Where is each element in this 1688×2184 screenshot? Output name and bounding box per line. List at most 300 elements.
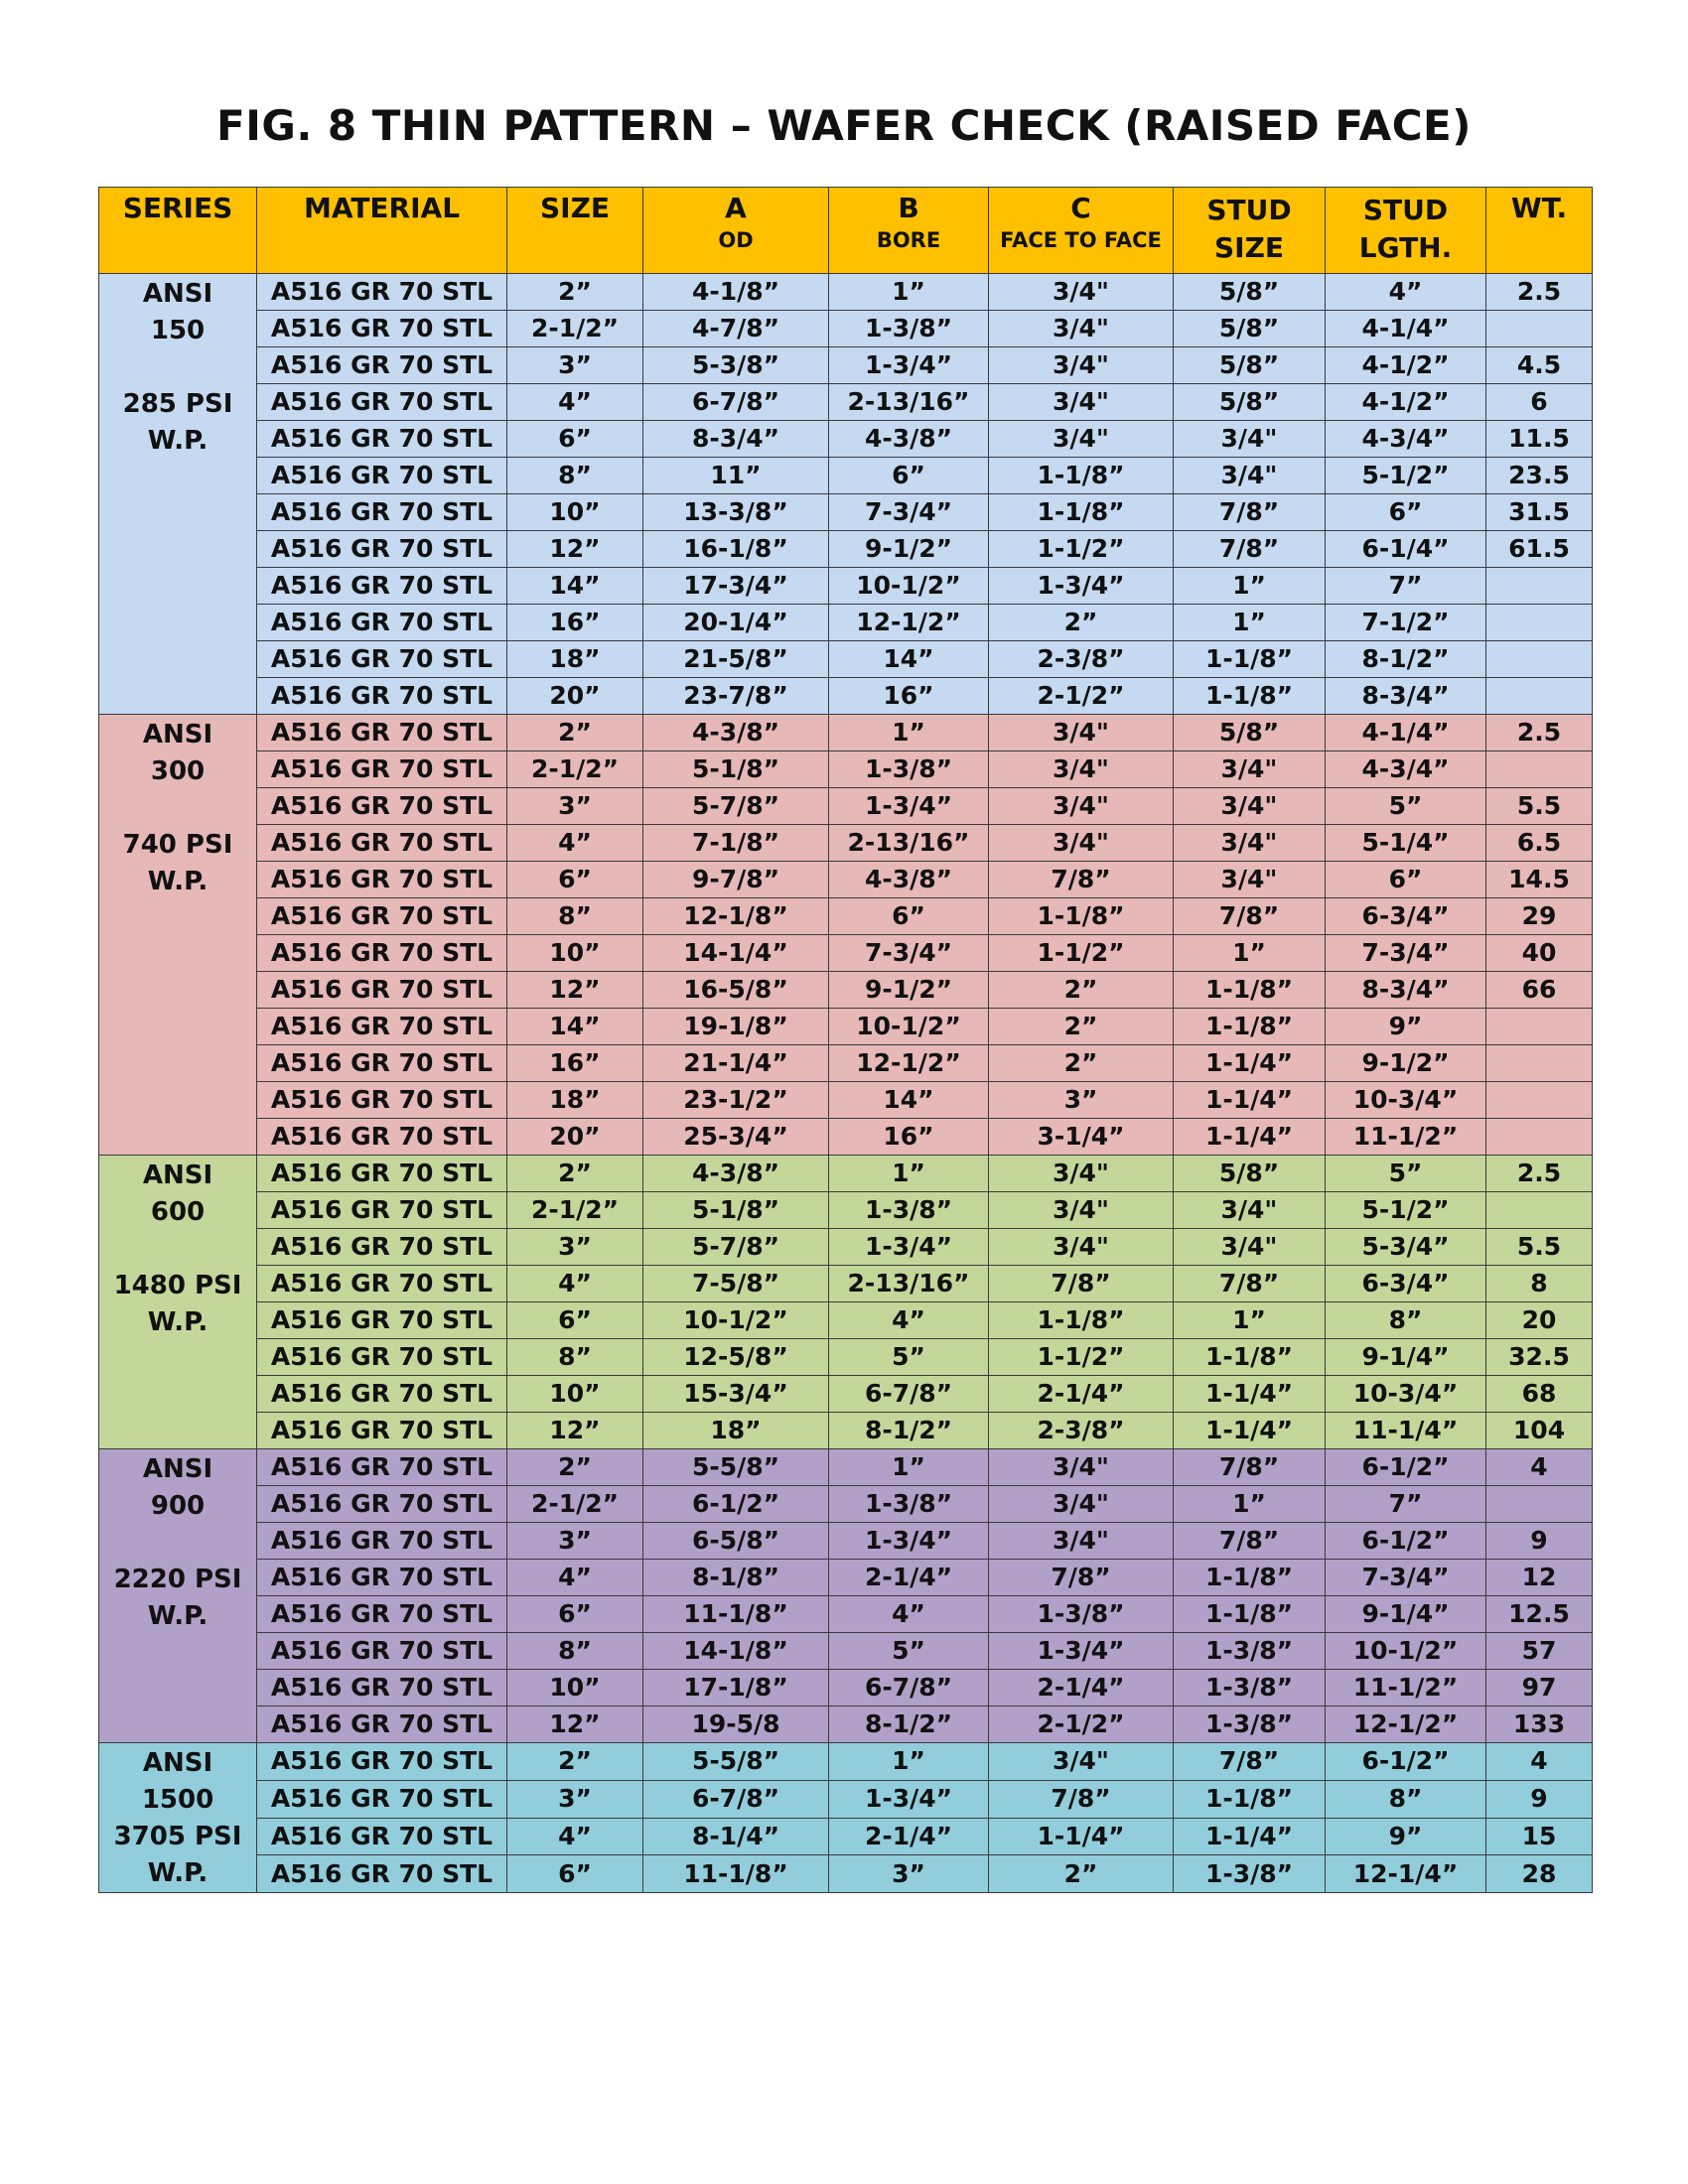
weight-cell: 31.5 (1486, 494, 1593, 531)
material-cell: A516 GR 70 STL (257, 1449, 507, 1486)
stud-size-cell: 1” (1174, 935, 1326, 972)
od-cell: 5-7/8” (643, 788, 829, 825)
header-a-od: A OD (643, 188, 829, 274)
header-series: SERIES (99, 188, 257, 274)
material-cell: A516 GR 70 STL (257, 384, 507, 421)
series-line: 150 (150, 316, 206, 345)
od-cell: 23-7/8” (643, 678, 829, 715)
weight-cell: 57 (1486, 1633, 1593, 1670)
od-cell: 15-3/4” (643, 1376, 829, 1413)
face-to-face-cell: 3/4" (989, 421, 1174, 458)
size-cell: 6” (507, 1302, 643, 1339)
face-to-face-cell: 7/8” (989, 862, 1174, 898)
face-to-face-cell: 1-3/4” (989, 568, 1174, 605)
size-cell: 6” (507, 1855, 643, 1893)
material-cell: A516 GR 70 STL (257, 1339, 507, 1376)
material-cell: A516 GR 70 STL (257, 1376, 507, 1413)
weight-cell: 15 (1486, 1818, 1593, 1855)
face-to-face-cell: 1-3/8” (989, 1596, 1174, 1633)
series-spacer (99, 1525, 256, 1562)
series-line: 1480 PSI (113, 1271, 242, 1300)
face-to-face-cell: 7/8” (989, 1266, 1174, 1302)
table-row (99, 1045, 1593, 1082)
bore-cell: 1” (829, 1156, 989, 1192)
stud-length-cell: 7-1/2” (1326, 605, 1486, 641)
od-cell: 19-1/8” (643, 1009, 829, 1045)
size-cell: 14” (507, 1009, 643, 1045)
weight-cell: 28 (1486, 1855, 1593, 1893)
od-cell: 14-1/8” (643, 1633, 829, 1670)
weight-cell: 68 (1486, 1376, 1593, 1413)
material-cell: A516 GR 70 STL (257, 1743, 507, 1781)
weight-cell: 2.5 (1486, 1156, 1593, 1192)
material-cell: A516 GR 70 STL (257, 898, 507, 935)
bore-cell: 4” (829, 1302, 989, 1339)
header-c-face-to-face: C FACE TO FACE (989, 188, 1174, 274)
series-line: W.P. (147, 1858, 209, 1888)
face-to-face-cell: 3/4" (989, 1449, 1174, 1486)
stud-length-cell: 5-1/2” (1326, 1192, 1486, 1229)
face-to-face-cell: 1-1/2” (989, 935, 1174, 972)
header-material: MATERIAL (257, 188, 507, 274)
bore-cell: 6-7/8” (829, 1670, 989, 1706)
material-cell: A516 GR 70 STL (257, 715, 507, 751)
bore-cell: 12-1/2” (829, 1045, 989, 1082)
od-cell: 18” (643, 1413, 829, 1449)
bore-cell: 8-1/2” (829, 1413, 989, 1449)
size-cell: 2” (507, 1743, 643, 1781)
size-cell: 10” (507, 494, 643, 531)
table-row (99, 1266, 1593, 1302)
material-cell: A516 GR 70 STL (257, 1855, 507, 1893)
face-to-face-cell: 2-1/2” (989, 1706, 1174, 1743)
face-to-face-cell: 3/4" (989, 1192, 1174, 1229)
table-row (99, 1486, 1593, 1523)
stud-size-cell: 3/4" (1174, 862, 1326, 898)
stud-length-cell: 6-1/4” (1326, 531, 1486, 568)
bore-cell: 5” (829, 1339, 989, 1376)
header-stud-length: STUD LGTH. (1326, 188, 1486, 274)
weight-cell (1486, 605, 1593, 641)
material-cell: A516 GR 70 STL (257, 1486, 507, 1523)
od-cell: 23-1/2” (643, 1082, 829, 1119)
face-to-face-cell: 1-1/8” (989, 458, 1174, 494)
stud-length-cell: 7-3/4” (1326, 1560, 1486, 1596)
size-cell: 3” (507, 1523, 643, 1560)
size-cell: 18” (507, 641, 643, 678)
size-cell: 3” (507, 1780, 643, 1818)
od-cell: 5-1/8” (643, 751, 829, 788)
size-cell: 4” (507, 1266, 643, 1302)
size-cell: 4” (507, 1560, 643, 1596)
face-to-face-cell: 3/4" (989, 274, 1174, 311)
weight-cell: 4 (1486, 1449, 1593, 1486)
od-cell: 6-5/8” (643, 1523, 829, 1560)
weight-cell (1486, 1045, 1593, 1082)
stud-size-cell: 7/8” (1174, 1743, 1326, 1781)
bore-cell: 2-13/16” (829, 825, 989, 862)
bore-cell: 16” (829, 678, 989, 715)
face-to-face-cell: 2” (989, 1855, 1174, 1893)
bore-cell: 1” (829, 1743, 989, 1781)
stud-length-cell: 5” (1326, 788, 1486, 825)
stud-length-cell: 11-1/2” (1326, 1119, 1486, 1156)
face-to-face-cell: 3/4" (989, 1486, 1174, 1523)
weight-cell: 4.5 (1486, 347, 1593, 384)
stud-length-cell: 5-1/2” (1326, 458, 1486, 494)
size-cell: 10” (507, 1376, 643, 1413)
weight-cell: 11.5 (1486, 421, 1593, 458)
od-cell: 16-5/8” (643, 972, 829, 1009)
spec-table (98, 187, 1593, 1893)
stud-size-cell: 1” (1174, 568, 1326, 605)
od-cell: 7-5/8” (643, 1266, 829, 1302)
od-cell: 17-1/8” (643, 1670, 829, 1706)
weight-cell: 4 (1486, 1743, 1593, 1781)
weight-cell: 20 (1486, 1302, 1593, 1339)
size-cell: 8” (507, 1633, 643, 1670)
weight-cell: 14.5 (1486, 862, 1593, 898)
series-line: ANSI (142, 720, 213, 750)
od-cell: 7-1/8” (643, 825, 829, 862)
stud-length-cell: 11-1/4” (1326, 1413, 1486, 1449)
bore-cell: 10-1/2” (829, 568, 989, 605)
series-cell (99, 274, 257, 715)
series-line: W.P. (147, 1601, 209, 1631)
od-cell: 9-7/8” (643, 862, 829, 898)
face-to-face-cell: 2-1/4” (989, 1670, 1174, 1706)
table-row (99, 1082, 1593, 1119)
material-cell: A516 GR 70 STL (257, 862, 507, 898)
od-cell: 4-3/8” (643, 1156, 829, 1192)
weight-cell (1486, 678, 1593, 715)
face-to-face-cell: 3/4" (989, 1156, 1174, 1192)
table-row (99, 972, 1593, 1009)
table-row (99, 421, 1593, 458)
face-to-face-cell: 1-3/4” (989, 1633, 1174, 1670)
table-row (99, 347, 1593, 384)
material-cell: A516 GR 70 STL (257, 1780, 507, 1818)
series-line: W.P. (147, 1307, 209, 1337)
size-cell: 3” (507, 347, 643, 384)
weight-cell: 2.5 (1486, 715, 1593, 751)
face-to-face-cell: 3/4" (989, 1229, 1174, 1266)
table-row (99, 1413, 1593, 1449)
stud-length-cell: 5” (1326, 1156, 1486, 1192)
material-cell: A516 GR 70 STL (257, 1156, 507, 1192)
face-to-face-cell: 3/4" (989, 1743, 1174, 1781)
series-line: 2220 PSI (113, 1565, 242, 1594)
table-row (99, 1633, 1593, 1670)
stud-size-cell: 1-1/8” (1174, 1560, 1326, 1596)
face-to-face-cell: 1-1/8” (989, 494, 1174, 531)
size-cell: 16” (507, 1045, 643, 1082)
stud-length-cell: 6” (1326, 494, 1486, 531)
stud-length-cell: 10-1/2” (1326, 1633, 1486, 1670)
series-line: ANSI (142, 279, 213, 309)
series-line: W.P. (147, 867, 209, 896)
table-row (99, 678, 1593, 715)
bore-cell: 2-13/16” (829, 384, 989, 421)
size-cell: 10” (507, 1670, 643, 1706)
bore-cell: 1” (829, 715, 989, 751)
stud-size-cell: 5/8” (1174, 311, 1326, 347)
stud-size-cell: 3/4" (1174, 1192, 1326, 1229)
header-size: SIZE (507, 188, 643, 274)
stud-size-cell: 7/8” (1174, 531, 1326, 568)
stud-size-cell: 1-3/8” (1174, 1855, 1326, 1893)
table-row (99, 898, 1593, 935)
stud-size-cell: 3/4" (1174, 788, 1326, 825)
od-cell: 19-5/8 (643, 1706, 829, 1743)
weight-cell: 9 (1486, 1780, 1593, 1818)
stud-size-cell: 1-1/8” (1174, 678, 1326, 715)
stud-length-cell: 12-1/4” (1326, 1855, 1486, 1893)
stud-size-cell: 1-1/4” (1174, 1413, 1326, 1449)
table-row (99, 1523, 1593, 1560)
od-cell: 16-1/8” (643, 531, 829, 568)
stud-size-cell: 7/8” (1174, 1266, 1326, 1302)
weight-cell (1486, 1119, 1593, 1156)
bore-cell: 3” (829, 1855, 989, 1893)
face-to-face-cell: 7/8” (989, 1560, 1174, 1596)
table-row (99, 1560, 1593, 1596)
table-row (99, 1780, 1593, 1818)
stud-size-cell: 1-1/8” (1174, 972, 1326, 1009)
material-cell: A516 GR 70 STL (257, 311, 507, 347)
weight-cell: 12 (1486, 1560, 1593, 1596)
od-cell: 4-7/8” (643, 311, 829, 347)
bore-cell: 1-3/8” (829, 1192, 989, 1229)
series-cell (99, 1743, 257, 1893)
size-cell: 12” (507, 1706, 643, 1743)
stud-length-cell: 8-3/4” (1326, 678, 1486, 715)
od-cell: 13-3/8” (643, 494, 829, 531)
material-cell: A516 GR 70 STL (257, 1266, 507, 1302)
size-cell: 4” (507, 384, 643, 421)
material-cell: A516 GR 70 STL (257, 678, 507, 715)
bore-cell: 1-3/4” (829, 1229, 989, 1266)
size-cell: 2-1/2” (507, 1192, 643, 1229)
face-to-face-cell: 1-1/8” (989, 898, 1174, 935)
stud-size-cell: 3/4" (1174, 825, 1326, 862)
material-cell: A516 GR 70 STL (257, 1413, 507, 1449)
stud-size-cell: 1-1/8” (1174, 1339, 1326, 1376)
stud-length-cell: 8” (1326, 1302, 1486, 1339)
od-cell: 11-1/8” (643, 1596, 829, 1633)
od-cell: 20-1/4” (643, 605, 829, 641)
weight-cell: 9 (1486, 1523, 1593, 1560)
stud-length-cell: 9” (1326, 1009, 1486, 1045)
series-line: 3705 PSI (113, 1822, 242, 1851)
page-title: FIG. 8 THIN PATTERN – WAFER CHECK (RAISED FACE) (216, 101, 1472, 150)
face-to-face-cell: 1-1/2” (989, 1339, 1174, 1376)
stud-size-cell: 1-1/4” (1174, 1119, 1326, 1156)
face-to-face-cell: 1-1/8” (989, 1302, 1174, 1339)
face-to-face-cell: 1-1/4” (989, 1818, 1174, 1855)
weight-cell (1486, 1009, 1593, 1045)
stud-length-cell: 6-3/4” (1326, 1266, 1486, 1302)
bore-cell: 1-3/4” (829, 788, 989, 825)
bore-cell: 12-1/2” (829, 605, 989, 641)
stud-length-cell: 8-3/4” (1326, 972, 1486, 1009)
stud-size-cell: 5/8” (1174, 384, 1326, 421)
stud-length-cell: 8-1/2” (1326, 641, 1486, 678)
series-cell (99, 715, 257, 1156)
stud-length-cell: 9-1/4” (1326, 1596, 1486, 1633)
table-row (99, 1192, 1593, 1229)
face-to-face-cell: 3/4" (989, 825, 1174, 862)
header-stud-size: STUD SIZE (1174, 188, 1326, 274)
stud-size-cell: 7/8” (1174, 494, 1326, 531)
header-weight: WT. (1486, 188, 1593, 274)
series-spacer (99, 349, 256, 386)
bore-cell: 4-3/8” (829, 862, 989, 898)
bore-cell: 1-3/8” (829, 751, 989, 788)
size-cell: 2-1/2” (507, 311, 643, 347)
stud-size-cell: 1-3/8” (1174, 1706, 1326, 1743)
material-cell: A516 GR 70 STL (257, 494, 507, 531)
table-row (99, 1339, 1593, 1376)
series-line: 1500 (141, 1785, 214, 1815)
size-cell: 12” (507, 531, 643, 568)
stud-size-cell: 3/4" (1174, 1229, 1326, 1266)
table-row (99, 825, 1593, 862)
weight-cell: 5.5 (1486, 788, 1593, 825)
weight-cell: 104 (1486, 1413, 1593, 1449)
stud-length-cell: 6-1/2” (1326, 1743, 1486, 1781)
face-to-face-cell: 2” (989, 1009, 1174, 1045)
stud-length-cell: 10-3/4” (1326, 1376, 1486, 1413)
size-cell: 2” (507, 274, 643, 311)
stud-length-cell: 8” (1326, 1780, 1486, 1818)
size-cell: 4” (507, 825, 643, 862)
stud-length-cell: 9” (1326, 1818, 1486, 1855)
material-cell: A516 GR 70 STL (257, 935, 507, 972)
series-spacer (99, 790, 256, 827)
bore-cell: 8-1/2” (829, 1706, 989, 1743)
size-cell: 20” (507, 1119, 643, 1156)
weight-cell: 66 (1486, 972, 1593, 1009)
bore-cell: 1-3/4” (829, 1523, 989, 1560)
size-cell: 14” (507, 568, 643, 605)
material-cell: A516 GR 70 STL (257, 825, 507, 862)
face-to-face-cell: 3/4" (989, 384, 1174, 421)
bore-cell: 14” (829, 641, 989, 678)
material-cell: A516 GR 70 STL (257, 1082, 507, 1119)
bore-cell: 6” (829, 898, 989, 935)
material-cell: A516 GR 70 STL (257, 421, 507, 458)
table-row (99, 568, 1593, 605)
table-row (99, 788, 1593, 825)
face-to-face-cell: 1-1/2” (989, 531, 1174, 568)
face-to-face-cell: 2” (989, 1045, 1174, 1082)
bore-cell: 1-3/4” (829, 347, 989, 384)
table-row (99, 862, 1593, 898)
stud-size-cell: 1” (1174, 1486, 1326, 1523)
stud-length-cell: 6” (1326, 862, 1486, 898)
od-cell: 8-1/8” (643, 1560, 829, 1596)
od-cell: 11” (643, 458, 829, 494)
bore-cell: 7-3/4” (829, 935, 989, 972)
bore-cell: 1-3/8” (829, 1486, 989, 1523)
table-row (99, 1449, 1593, 1486)
od-cell: 5-5/8” (643, 1449, 829, 1486)
material-cell: A516 GR 70 STL (257, 1818, 507, 1855)
weight-cell (1486, 1486, 1593, 1523)
face-to-face-cell: 3/4" (989, 751, 1174, 788)
table-row (99, 1596, 1593, 1633)
od-cell: 5-1/8” (643, 1192, 829, 1229)
size-cell: 2” (507, 1156, 643, 1192)
od-cell: 6-1/2” (643, 1486, 829, 1523)
stud-length-cell: 6-1/2” (1326, 1449, 1486, 1486)
bore-cell: 5” (829, 1633, 989, 1670)
od-cell: 10-1/2” (643, 1302, 829, 1339)
size-cell: 18” (507, 1082, 643, 1119)
size-cell: 6” (507, 1596, 643, 1633)
size-cell: 3” (507, 1229, 643, 1266)
stud-length-cell: 4-1/2” (1326, 384, 1486, 421)
stud-size-cell: 1-1/4” (1174, 1818, 1326, 1855)
series-spacer (99, 1231, 256, 1268)
material-cell: A516 GR 70 STL (257, 1229, 507, 1266)
od-cell: 12-1/8” (643, 898, 829, 935)
stud-length-cell: 10-3/4” (1326, 1082, 1486, 1119)
table-row (99, 935, 1593, 972)
table-row (99, 458, 1593, 494)
series-line: ANSI (142, 1748, 213, 1778)
size-cell: 8” (507, 458, 643, 494)
stud-size-cell: 1-1/8” (1174, 641, 1326, 678)
od-cell: 4-1/8” (643, 274, 829, 311)
bore-cell: 10-1/2” (829, 1009, 989, 1045)
stud-size-cell: 7/8” (1174, 898, 1326, 935)
face-to-face-cell: 2” (989, 972, 1174, 1009)
stud-length-cell: 5-3/4” (1326, 1229, 1486, 1266)
table-row (99, 384, 1593, 421)
face-to-face-cell: 2-1/4” (989, 1376, 1174, 1413)
stud-length-cell: 12-1/2” (1326, 1706, 1486, 1743)
weight-cell: 8 (1486, 1266, 1593, 1302)
od-cell: 6-7/8” (643, 384, 829, 421)
weight-cell (1486, 641, 1593, 678)
material-cell: A516 GR 70 STL (257, 1009, 507, 1045)
face-to-face-cell: 3-1/4” (989, 1119, 1174, 1156)
weight-cell: 40 (1486, 935, 1593, 972)
od-cell: 4-3/8” (643, 715, 829, 751)
stud-size-cell: 1-3/8” (1174, 1670, 1326, 1706)
material-cell: A516 GR 70 STL (257, 568, 507, 605)
stud-size-cell: 5/8” (1174, 715, 1326, 751)
weight-cell: 6 (1486, 384, 1593, 421)
size-cell: 8” (507, 1339, 643, 1376)
material-cell: A516 GR 70 STL (257, 1706, 507, 1743)
weight-cell (1486, 1192, 1593, 1229)
face-to-face-cell: 2” (989, 605, 1174, 641)
table-row (99, 715, 1593, 751)
stud-length-cell: 7” (1326, 1486, 1486, 1523)
stud-length-cell: 4” (1326, 274, 1486, 311)
table-row (99, 1229, 1593, 1266)
face-to-face-cell: 3/4" (989, 788, 1174, 825)
size-cell: 4” (507, 1818, 643, 1855)
face-to-face-cell: 3/4" (989, 347, 1174, 384)
stud-length-cell: 4-1/4” (1326, 715, 1486, 751)
size-cell: 3” (507, 788, 643, 825)
stud-length-cell: 4-3/4” (1326, 751, 1486, 788)
material-cell: A516 GR 70 STL (257, 1119, 507, 1156)
